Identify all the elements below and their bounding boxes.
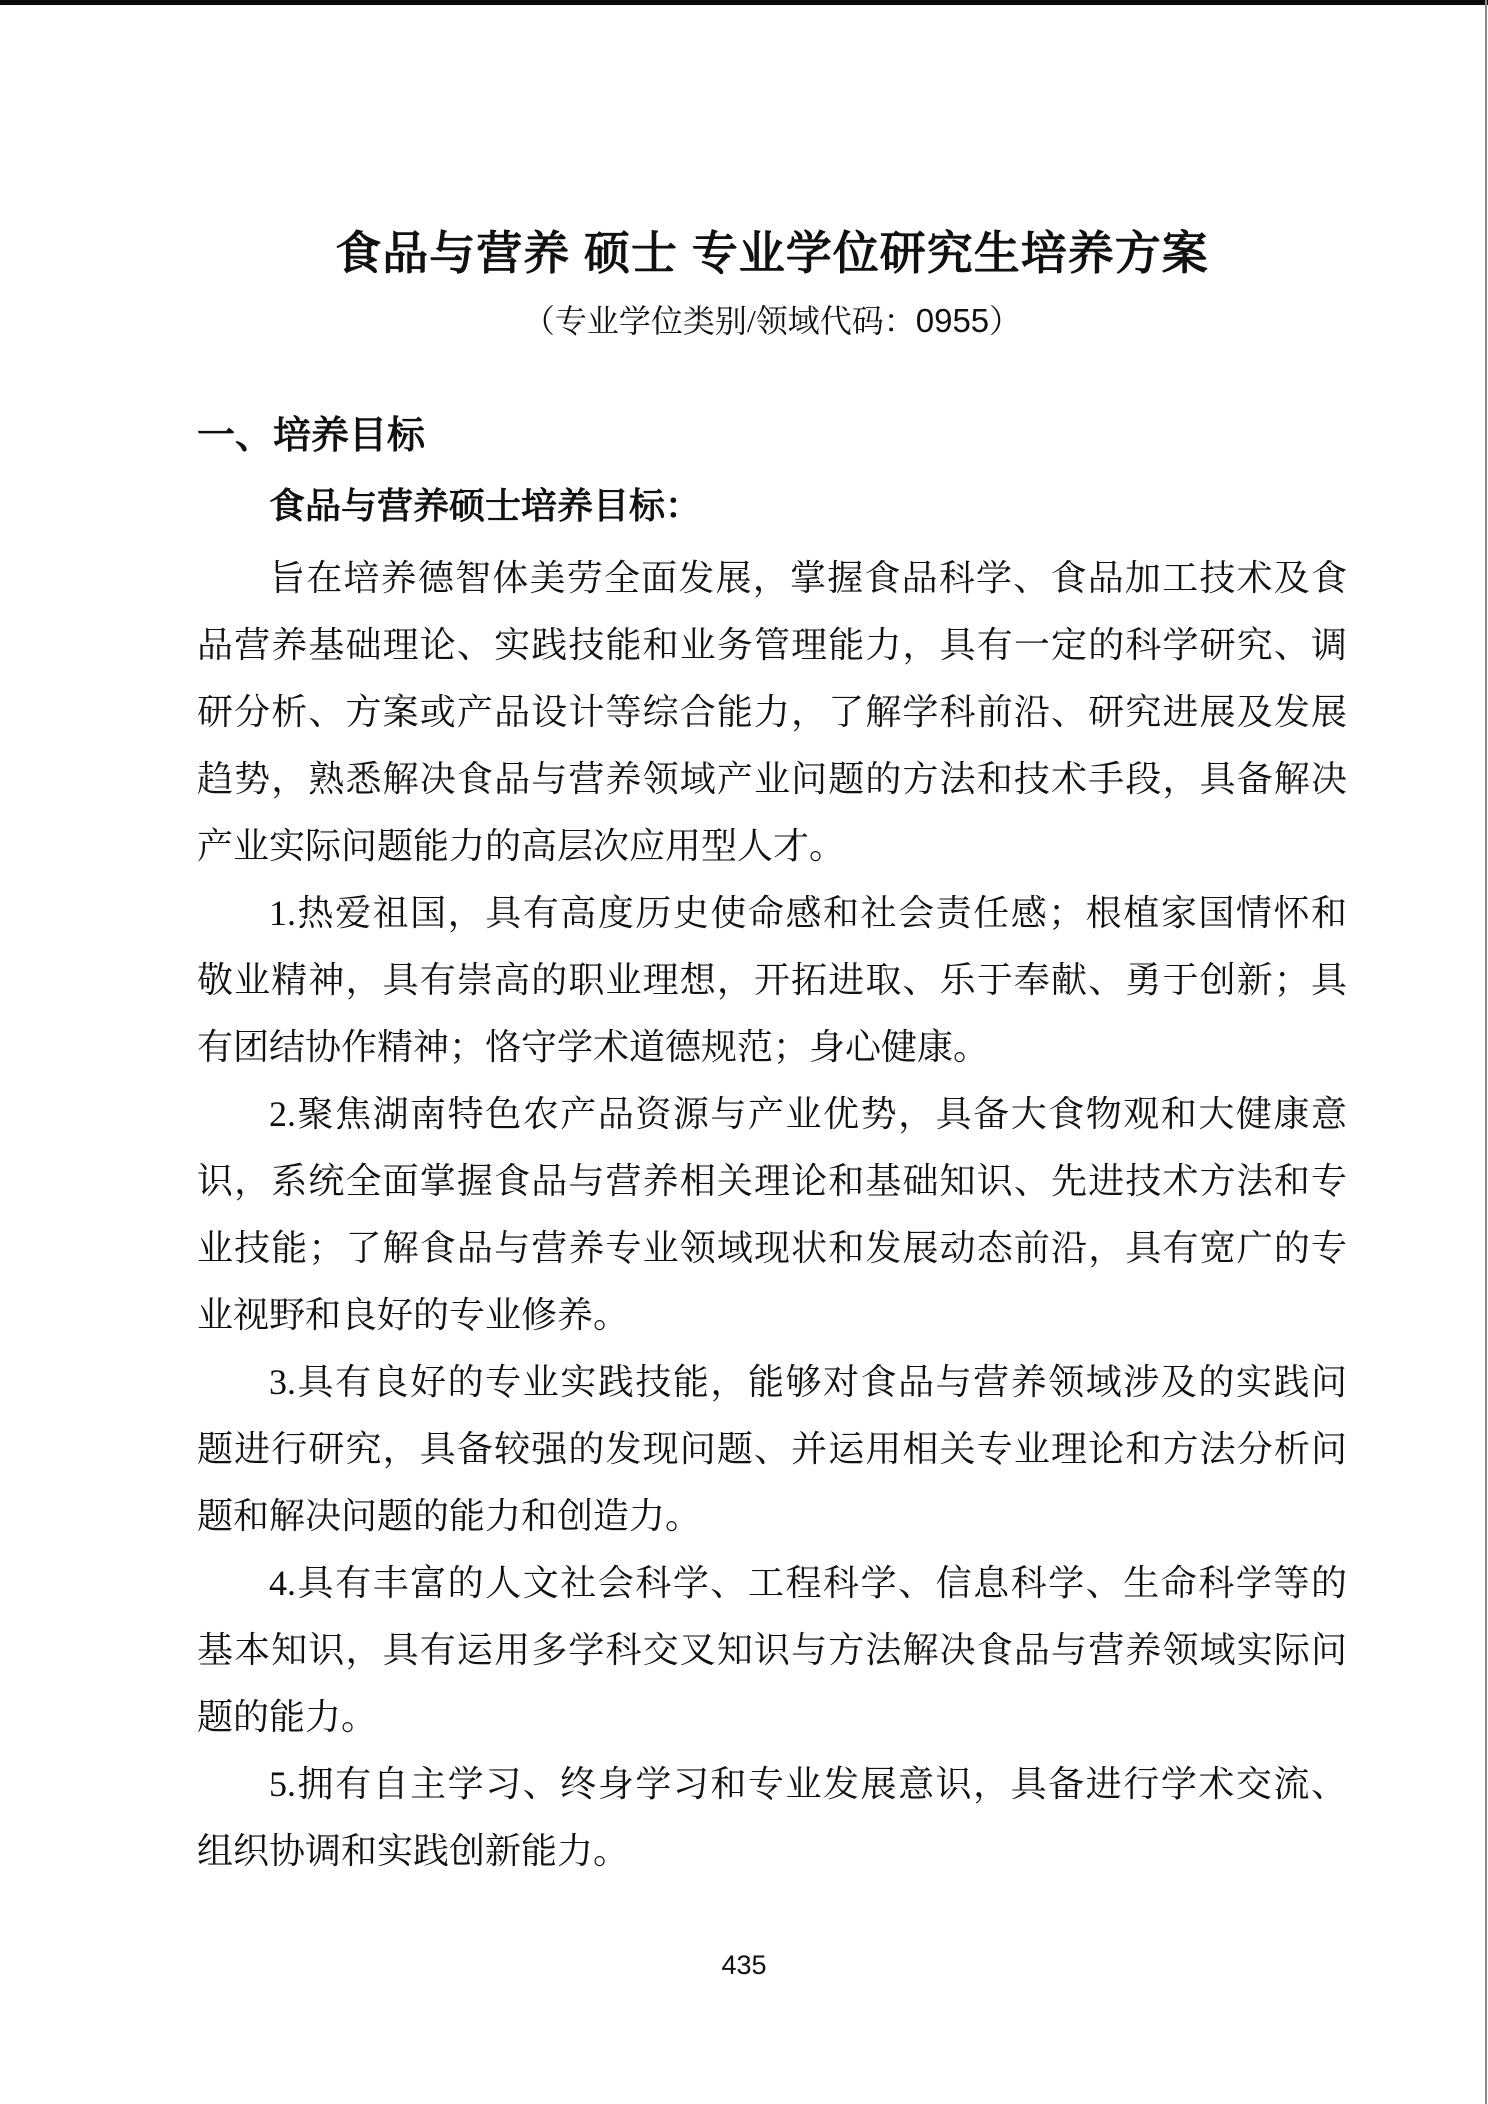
body-line: 组织协调和实践创新能力。 — [197, 1831, 630, 1871]
page-right-edge — [1485, 0, 1487, 2104]
degree-code: 0955 — [915, 302, 990, 339]
page-number: 435 — [721, 1950, 767, 1980]
body-line: 旨在培养德智体美劳全面发展，掌握食品科学、食品加工技术及食 — [269, 558, 1347, 598]
subtitle-suffix: ） — [989, 303, 1022, 339]
paragraph-item-4 — [197, 1550, 1347, 1751]
paragraph-item-5 — [197, 1751, 1347, 1885]
paragraph-item-1 — [197, 880, 1347, 1081]
document-content — [197, 0, 1347, 1885]
body-text — [197, 545, 1347, 1885]
section-heading-training-objectives: 一、培养目标 — [197, 415, 426, 457]
body-line: 品营养基础理论、实践技能和业务管理能力，具有一定的科学研究、调 — [197, 625, 1347, 665]
body-line: 1.热爱祖国，具有高度历史使命感和社会责任感；根植家国情怀和 — [269, 893, 1347, 933]
body-line: 产业实际问题能力的高层次应用型人才。 — [197, 826, 846, 866]
body-line: 2.聚焦湖南特色农产品资源与产业优势，具备大食物观和大健康意 — [269, 1094, 1347, 1134]
body-line: 题进行研究，具备较强的发现问题、并运用相关专业理论和方法分析问 — [197, 1429, 1347, 1469]
body-line: 研分析、方案或产品设计等综合能力，了解学科前沿、研究进展及发展 — [197, 692, 1347, 732]
body-line: 业技能；了解食品与营养专业领域现状和发展动态前沿，具有宽广的专 — [197, 1228, 1347, 1268]
target-label: 食品与营养硕士培养目标： — [269, 486, 702, 526]
body-line: 有团结协作精神；恪守学术道德规范；身心健康。 — [197, 1027, 990, 1067]
document-title: 食品与营养 硕士 专业学位研究生培养方案 — [335, 227, 1209, 279]
body-line: 5.拥有自主学习、终身学习和专业发展意识，具备进行学术交流、 — [269, 1764, 1347, 1804]
body-line: 3.具有良好的专业实践技能，能够对食品与营养领域涉及的实践问 — [269, 1362, 1347, 1402]
subtitle-prefix: （专业学位类别/领域代码： — [522, 303, 916, 339]
body-line: 识，系统全面掌握食品与营养相关理论和基础知识、先进技术方法和专 — [197, 1161, 1347, 1201]
paragraph-item-2 — [197, 1081, 1347, 1349]
body-line: 业视野和良好的专业修养。 — [197, 1295, 630, 1335]
body-line: 敬业精神，具有崇高的职业理想，开拓进取、乐于奉献、勇于创新；具 — [197, 960, 1347, 1000]
body-line: 4.具有丰富的人文社会科学、工程科学、信息科学、生命科学等的 — [269, 1563, 1347, 1603]
body-line: 基本知识，具有运用多学科交叉知识与方法解决食品与营养领域实际问 — [197, 1630, 1347, 1670]
body-line: 题和解决问题的能力和创造力。 — [197, 1496, 702, 1536]
paragraph-intro — [197, 545, 1347, 880]
document-subtitle — [197, 299, 1347, 343]
body-line: 题的能力。 — [197, 1697, 378, 1737]
paragraph-item-3 — [197, 1349, 1347, 1550]
body-line: 趋势，熟悉解决食品与营养领域产业问题的方法和技术手段，具备解决 — [197, 759, 1347, 799]
